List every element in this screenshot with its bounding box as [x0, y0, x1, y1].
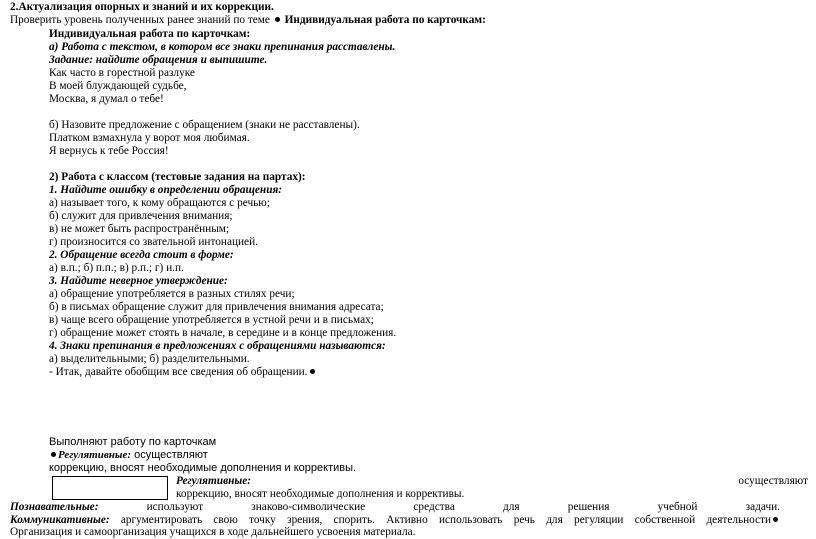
- students-activity: Выполняют работу по карточкам: [49, 436, 217, 448]
- class-heading: 2) Работа с классом (тестовые задания на партах):: [49, 171, 306, 183]
- cog-label: Познавательные:: [10, 501, 99, 513]
- q3-option: г) обращение может стоять в начале, в середине и в конце предложения.: [49, 327, 397, 339]
- cog-word: используют: [146, 501, 204, 513]
- question-1: 1. Найдите ошибку в определении обращения:: [49, 184, 283, 196]
- reg-line: [49, 449, 208, 462]
- summary-line: [49, 366, 317, 379]
- poem1-line: Москва, я думал о тебе!: [49, 93, 164, 105]
- intro-line: [10, 14, 486, 27]
- cog-word: знаково-символические: [251, 501, 366, 513]
- bullet-icon: [310, 369, 315, 374]
- task-a-instruction: Задание: найдите обращения и выпишите.: [49, 54, 268, 66]
- card-heading: Индивидуальная работа по карточкам:: [49, 28, 251, 40]
- q1-option: а) называет того, к кому обращаются с речью;: [49, 197, 270, 209]
- com-word: свою: [213, 514, 238, 526]
- cog-word: для: [503, 501, 520, 513]
- cog-word: задачи.: [745, 501, 780, 513]
- bullet-icon: [275, 17, 280, 22]
- q4-options: а) выделительными; б) разделительными.: [49, 353, 250, 365]
- com-label: Коммуникативные:: [10, 514, 110, 526]
- com-word: точку: [249, 514, 276, 526]
- reg-continuation: коррекцию, вносят необходимые дополнения и коррективы.: [49, 462, 357, 474]
- com-word: для: [546, 514, 563, 526]
- bullet-icon: [51, 452, 56, 457]
- q2-options: а) в.п.; б) п.п.; в) р.п.; г) и.п.: [49, 262, 184, 274]
- question-3: 3. Найдите неверное утверждение:: [49, 275, 228, 287]
- cog-word: решения: [567, 501, 610, 513]
- cognitive-line: [10, 501, 780, 514]
- uud-reg-label: Регулятивные:: [176, 475, 252, 487]
- q3-option: а) обращение употребляется в разных стилях речи;: [49, 288, 295, 300]
- com-word: зрения,: [287, 514, 323, 526]
- reg-text: осуществляют: [131, 449, 208, 461]
- poem2-line: Я вернусь к тебе Россия!: [49, 145, 169, 157]
- reg-label: Регулятивные:: [58, 449, 132, 461]
- question-4: 4. Знаки препинания в предложениях с обращениями называются:: [49, 340, 386, 352]
- section-title: 2.Актуализация опорных и знаний и их коррекции.: [10, 1, 274, 13]
- q3-option: б) в письмах обращение служит для привлечения внимания адресата;: [49, 301, 384, 313]
- task-a: а) Работа с текстом, в котором все знаки препинания расставлены.: [49, 41, 396, 53]
- q1-option: б) служит для привлечения внимания;: [49, 210, 233, 222]
- com-word: регуляции: [574, 514, 624, 526]
- q1-option: в) не может быть распространённым;: [49, 223, 230, 235]
- com-word: использовать: [439, 514, 503, 526]
- cog-word: средства: [413, 501, 455, 513]
- empty-table-cell: [52, 476, 168, 500]
- com-word: деятельности: [706, 514, 772, 526]
- com-word: спорить.: [333, 514, 375, 526]
- task-b: б) Назовите предложение с обращением (знаки не расставлены).: [49, 119, 360, 131]
- uud-reg-continuation: коррекцию, вносят необходимые дополнения и коррективы.: [176, 488, 465, 500]
- intro-text: Проверить уровень полученных ранее знаний по теме: [10, 14, 273, 26]
- bullet-icon: [773, 517, 778, 522]
- final-line: Организация и самоорганизация учащихся в ходе дальнейшего усвоения материала.: [10, 526, 416, 538]
- uud-reg-word: осуществляют: [738, 475, 808, 487]
- cog-word: учебной: [657, 501, 698, 513]
- poem1-line: В моей блуждающей судьбе,: [49, 80, 187, 92]
- summary-text: - Итак, давайте обобщим все сведения об обращении.: [49, 366, 308, 378]
- q1-option: г) произносится со звательной интонацией.: [49, 236, 258, 248]
- com-word-last: [706, 514, 780, 526]
- intro-bold: Индивидуальная работа по карточкам:: [281, 14, 486, 26]
- com-word: речь: [513, 514, 535, 526]
- com-word: собственной: [634, 514, 696, 526]
- q3-option: в) чаще всего обращение употребляется в устной речи и в письмах;: [49, 314, 374, 326]
- poem2-line: Платком взмахнула у ворот моя любимая.: [49, 132, 250, 144]
- com-word: Активно: [386, 514, 428, 526]
- question-2: 2. Обращение всегда стоит в форме:: [49, 249, 234, 261]
- com-word: аргументировать: [120, 514, 203, 526]
- poem1-line: Как часто в горестной разлуке: [49, 67, 195, 79]
